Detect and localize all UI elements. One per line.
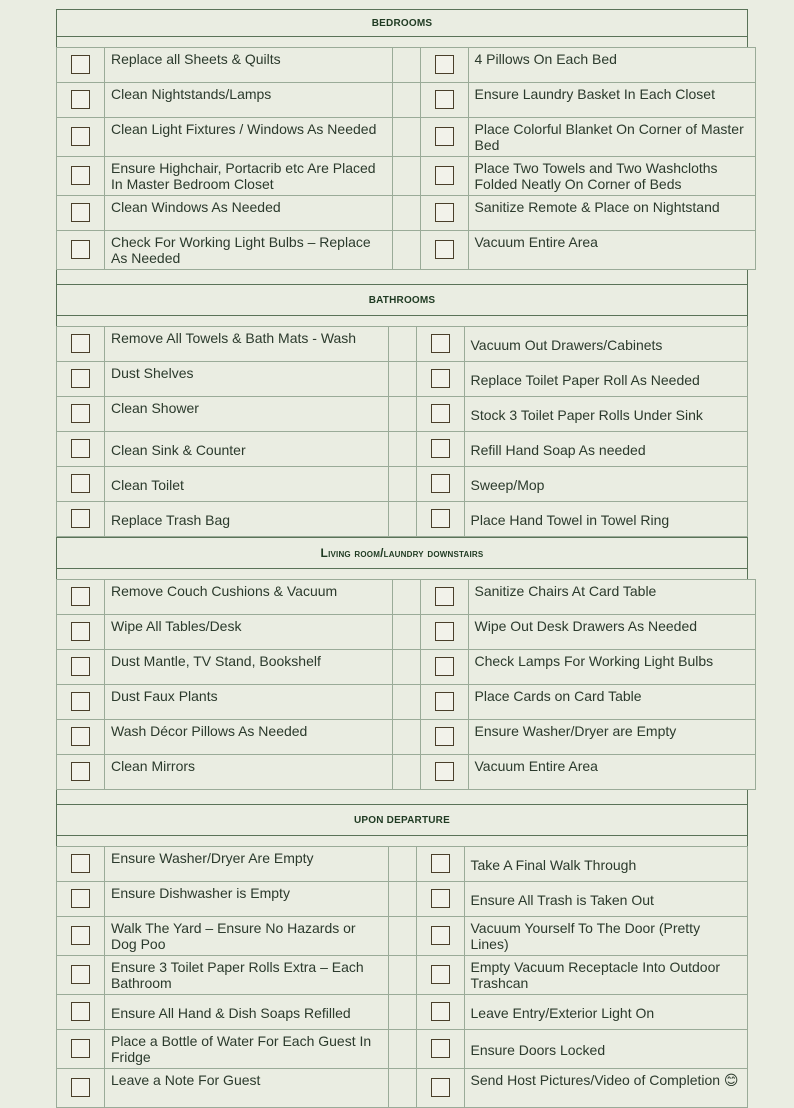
task-label: Clean Shower [105,397,389,432]
task-label: Clean Windows As Needed [105,196,393,231]
checkbox[interactable] [71,439,90,458]
checkbox[interactable] [431,1078,450,1097]
task-label: Wash Décor Pillows As Needed [105,720,393,755]
table-row [57,467,748,502]
task-label: Clean Light Fixtures / Windows As Needed [105,118,393,157]
task-label: Walk The Yard – Ensure No Hazards or Dog Poo [105,917,389,956]
task-label: Clean Sink & Counter [105,432,389,467]
checkbox[interactable] [71,203,90,222]
checkbox[interactable] [435,622,454,641]
task-label: Replace Trash Bag [105,502,389,537]
checkbox[interactable] [71,90,90,109]
checkbox[interactable] [71,727,90,746]
section-title: UPON DEPARTURE [56,804,748,836]
checkbox[interactable] [71,965,90,984]
task-label: Remove All Towels & Bath Mats - Wash [105,327,389,362]
checkbox[interactable] [71,1078,90,1097]
task-label: Clean Mirrors [105,755,393,790]
section-title: Living room/laundry downstairs [56,537,748,569]
checkbox[interactable] [71,1039,90,1058]
checkbox[interactable] [71,854,90,873]
task-label: Empty Vacuum Receptacle Into Outdoor Trashcan [464,956,748,995]
task-label: Ensure Laundry Basket In Each Closet [468,83,756,118]
section-living-room [56,537,748,804]
task-label: Ensure All Trash is Taken Out [464,882,748,917]
table-row [57,847,748,882]
section-bedrooms [56,9,748,284]
checkbox[interactable] [71,369,90,388]
table-row [57,83,756,118]
checkbox[interactable] [431,404,450,423]
section-title: BEDROOMS [56,9,748,37]
task-label: Replace all Sheets & Quilts [105,48,393,83]
task-label: Leave a Note For Guest [105,1069,389,1108]
task-label: Ensure Washer/Dryer Are Empty [105,847,389,882]
table-row [57,720,756,755]
task-label: Clean Nightstands/Lamps [105,83,393,118]
task-label: Wipe Out Desk Drawers As Needed [468,615,756,650]
section-bathrooms [56,284,748,537]
task-label: Ensure All Hand & Dish Soaps Refilled [105,995,389,1030]
table-row [57,650,756,685]
task-label: Stock 3 Toilet Paper Rolls Under Sink [464,397,748,432]
task-label: Refill Hand Soap As needed [464,432,748,467]
checkbox[interactable] [71,889,90,908]
task-label: Ensure Washer/Dryer are Empty [468,720,756,755]
checkbox[interactable] [431,369,450,388]
checkbox[interactable] [71,1002,90,1021]
task-label: Place Two Towels and Two Washcloths Folded Neatly On Corner of Beds [468,157,756,196]
task-label: Vacuum Entire Area [468,231,756,270]
checkbox[interactable] [431,926,450,945]
checkbox[interactable] [435,762,454,781]
checkbox[interactable] [431,334,450,353]
task-label: Send Host Pictures/Video of Completion 😊 [464,1069,748,1108]
checkbox[interactable] [71,762,90,781]
task-label: Dust Mantle, TV Stand, Bookshelf [105,650,393,685]
table-row [57,397,748,432]
task-label: Remove Couch Cushions & Vacuum [105,580,393,615]
checklist-table [56,846,748,1108]
task-label: Vacuum Out Drawers/Cabinets [464,327,748,362]
table-row [57,580,756,615]
table-row [57,882,748,917]
task-label: Clean Toilet [105,467,389,502]
checkbox[interactable] [435,692,454,711]
checkbox[interactable] [431,509,450,528]
table-row [57,917,748,956]
table-row [57,231,756,270]
checkbox[interactable] [71,127,90,146]
checkbox[interactable] [435,203,454,222]
task-label: Place Hand Towel in Towel Ring [464,502,748,537]
checkbox[interactable] [71,622,90,641]
checkbox[interactable] [71,926,90,945]
table-row [57,118,756,157]
checklist-table [56,326,748,537]
checkbox[interactable] [71,55,90,74]
checkbox[interactable] [431,474,450,493]
task-label: Place Cards on Card Table [468,685,756,720]
task-label: Leave Entry/Exterior Light On [464,995,748,1030]
checkbox[interactable] [431,965,450,984]
table-row [57,48,756,83]
checkbox[interactable] [435,166,454,185]
checkbox[interactable] [71,334,90,353]
task-label: Replace Toilet Paper Roll As Needed [464,362,748,397]
checkbox[interactable] [71,509,90,528]
task-label: Ensure Dishwasher is Empty [105,882,389,917]
checkbox[interactable] [435,55,454,74]
checkbox[interactable] [431,1002,450,1021]
checkbox[interactable] [435,587,454,606]
section-upon-departure [56,804,748,1108]
checkbox[interactable] [435,127,454,146]
table-row [57,432,748,467]
checkbox[interactable] [431,854,450,873]
checkbox[interactable] [431,889,450,908]
table-row [57,196,756,231]
checklist-page [56,9,748,1108]
checkbox[interactable] [71,404,90,423]
table-row [57,615,756,650]
task-label: Ensure Highchair, Portacrib etc Are Placed In Master Bedroom Closet [105,157,393,196]
checkbox[interactable] [435,727,454,746]
task-label: Ensure Doors Locked [464,1030,748,1069]
checkbox[interactable] [71,240,90,259]
task-label: Place Colorful Blanket On Corner of Master Bed [468,118,756,157]
task-label: Ensure 3 Toilet Paper Rolls Extra – Each Bathroom [105,956,389,995]
checklist-table [56,579,756,790]
table-row [57,327,748,362]
checkbox[interactable] [435,657,454,676]
checkbox[interactable] [431,1039,450,1058]
checkbox[interactable] [435,240,454,259]
table-row [57,956,748,995]
task-label: Vacuum Entire Area [468,755,756,790]
task-label: 4 Pillows On Each Bed [468,48,756,83]
task-label: Wipe All Tables/Desk [105,615,393,650]
checkbox[interactable] [71,587,90,606]
checkbox[interactable] [431,439,450,458]
table-row [57,1069,748,1108]
task-label: Sanitize Chairs At Card Table [468,580,756,615]
checkbox[interactable] [71,166,90,185]
task-label: Vacuum Yourself To The Door (Pretty Lines) [464,917,748,956]
checkbox[interactable] [435,90,454,109]
task-label: Check For Working Light Bulbs – Replace As Needed [105,231,393,270]
checkbox[interactable] [71,657,90,676]
table-row [57,1030,748,1069]
checklist-table [56,47,756,270]
task-label: Dust Faux Plants [105,685,393,720]
table-row [57,362,748,397]
table-row [57,157,756,196]
checkbox[interactable] [71,692,90,711]
table-row [57,995,748,1030]
checkbox[interactable] [71,474,90,493]
task-label: Check Lamps For Working Light Bulbs [468,650,756,685]
table-row [57,502,748,537]
task-label: Sanitize Remote & Place on Nightstand [468,196,756,231]
task-label: Place a Bottle of Water For Each Guest In Fridge [105,1030,389,1069]
section-title: BATHROOMS [56,284,748,316]
task-label: Dust Shelves [105,362,389,397]
table-row [57,755,756,790]
table-row [57,685,756,720]
task-label: Take A Final Walk Through [464,847,748,882]
task-label: Sweep/Mop [464,467,748,502]
